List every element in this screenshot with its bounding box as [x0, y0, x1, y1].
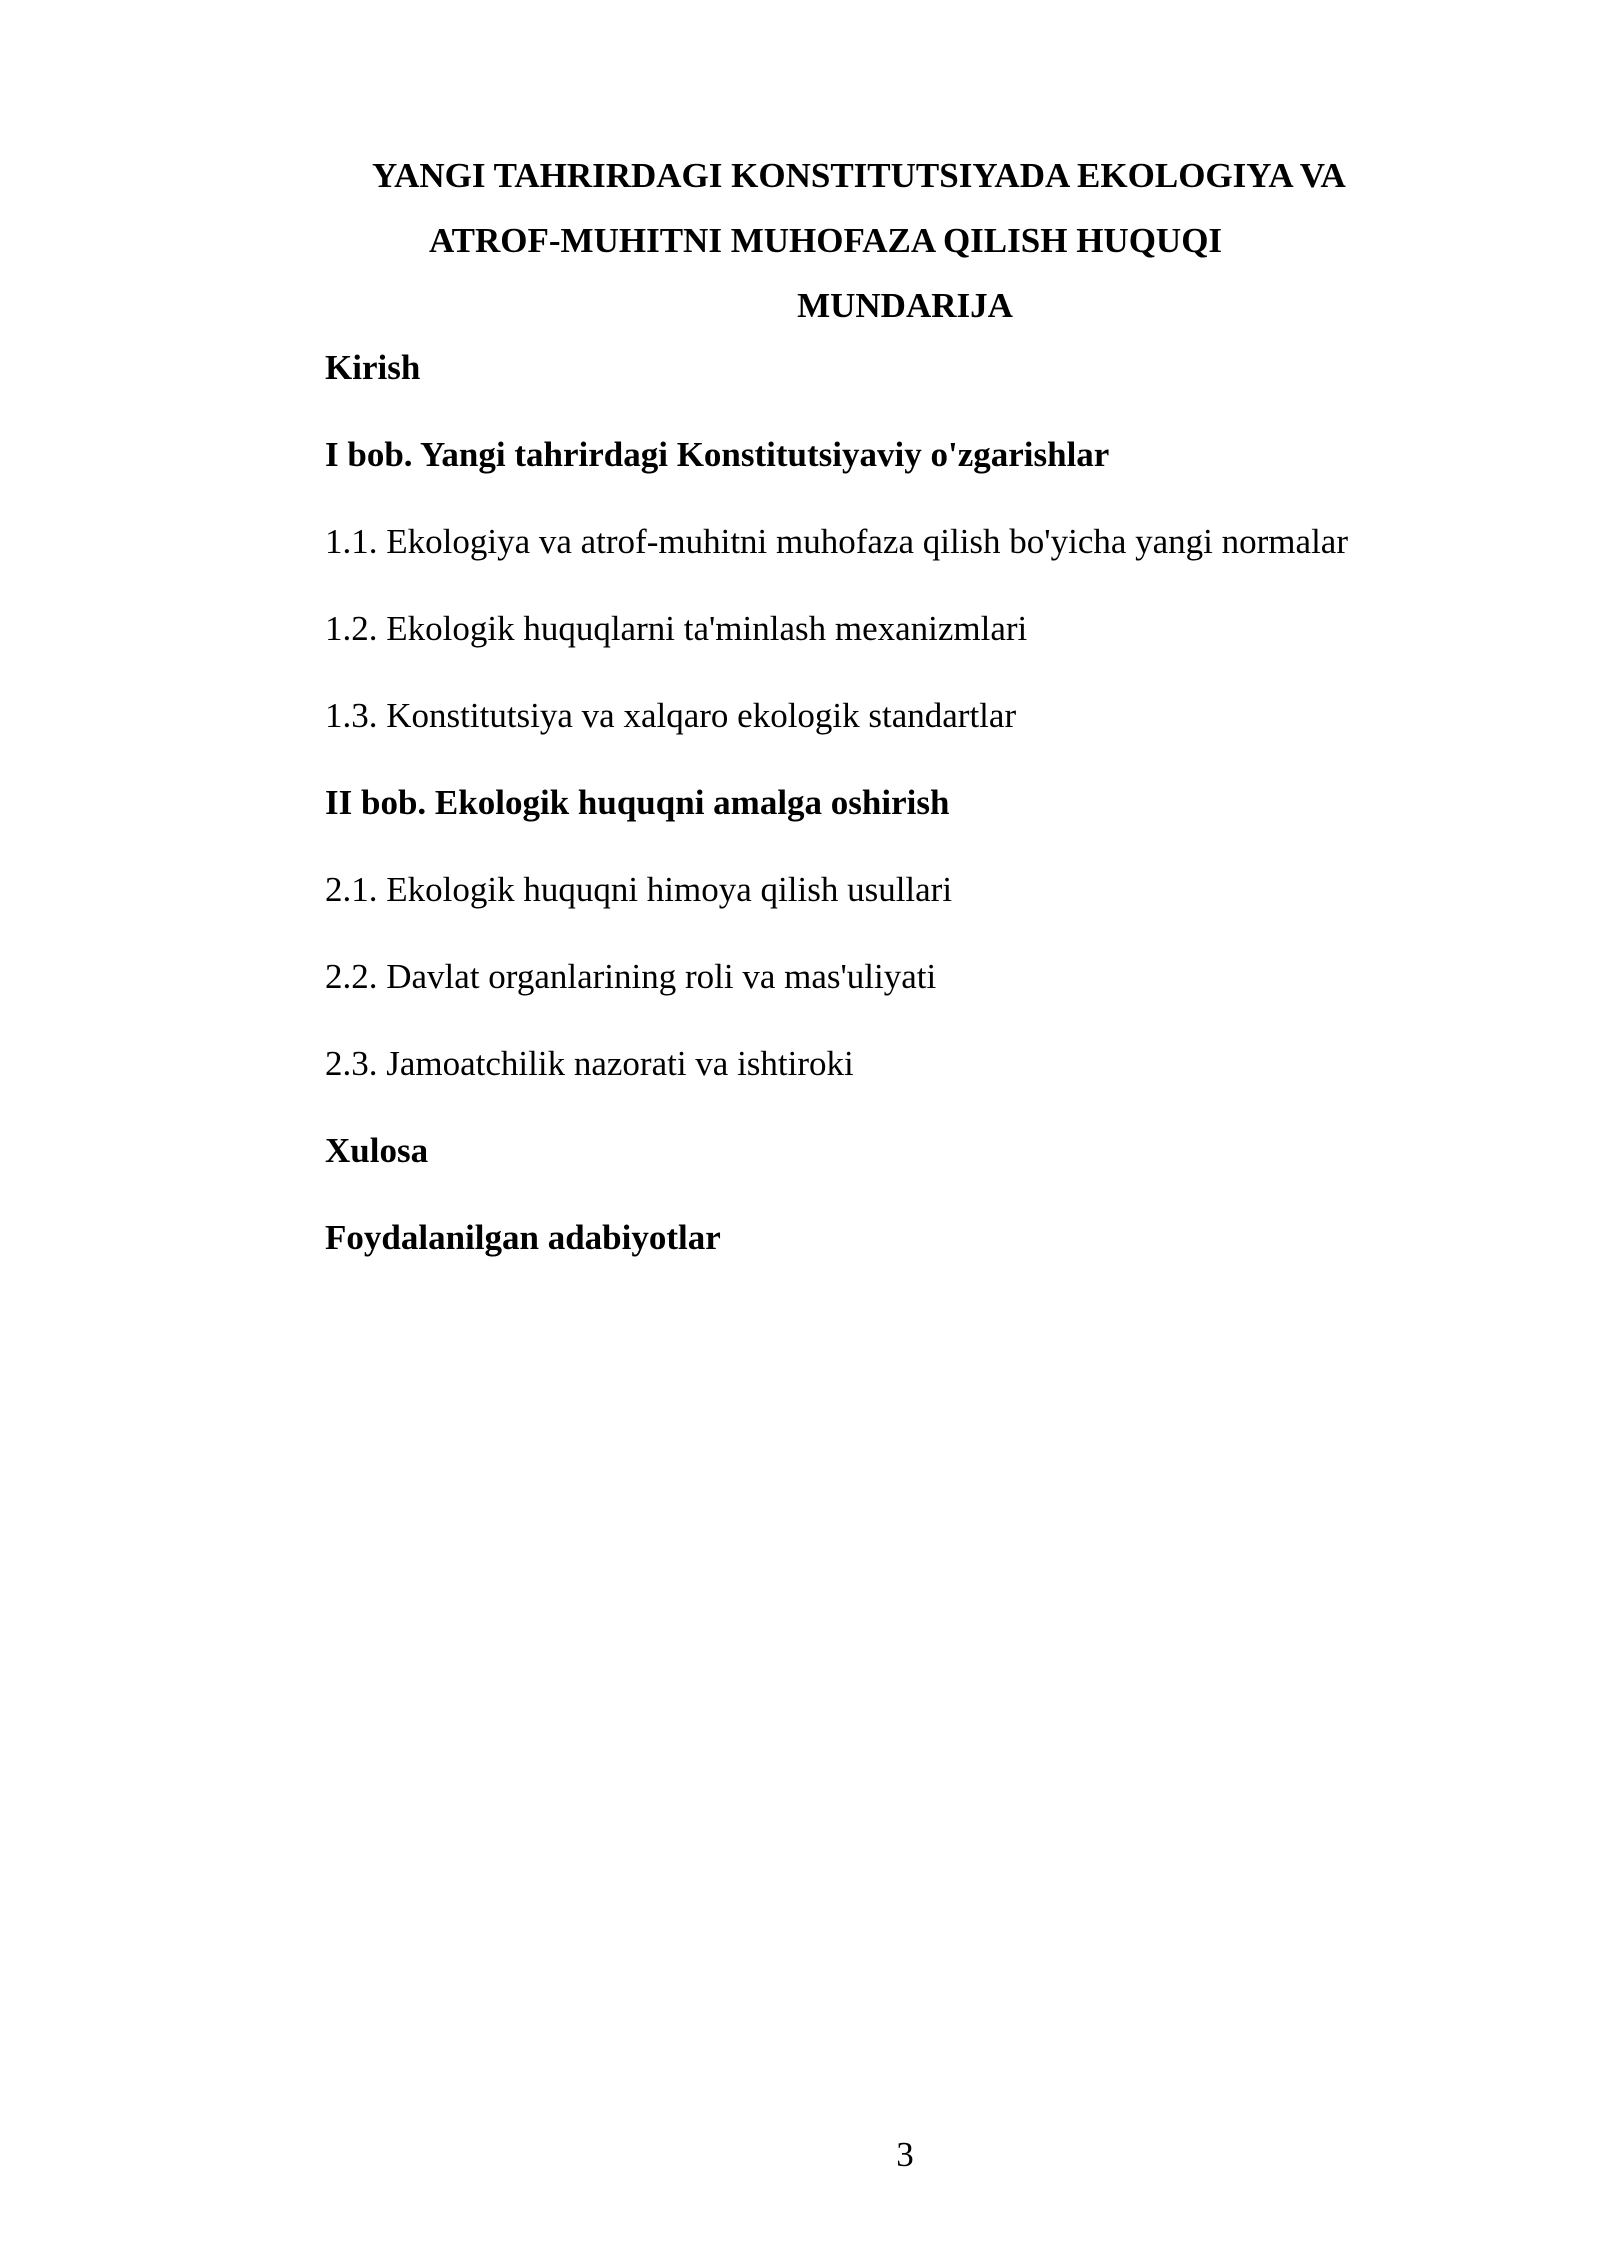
- toc-entry-section-1-1: 1.1. Ekologiya va atrof-muhitni muhofaza qilish bo'yicha yangi normalar: [325, 522, 1348, 561]
- toc-entry-chapter-1: I bob. Yangi tahrirdagi Konstitutsiyaviy o'zgarishlar: [325, 435, 1110, 474]
- toc-entry-section-2-2: 2.2. Davlat organlarining roli va mas'uliyati: [325, 957, 937, 996]
- toc-entry-introduction: Kirish: [325, 348, 421, 387]
- toc-entry-references: Foydalanilgan adabiyotlar: [325, 1218, 721, 1257]
- toc-entry-section-2-3: 2.3. Jamoatchilik nazorati va ishtiroki: [325, 1044, 854, 1083]
- toc-entry-chapter-2: II bob. Ekologik huquqni amalga oshirish: [325, 783, 950, 822]
- document-title-line-2: ATROF-MUHITNI MUHOFAZA QILISH HUQUQI: [429, 221, 1223, 260]
- page-number: 3: [896, 2135, 914, 2174]
- document-title-line-1: YANGI TAHRIRDAGI KONSTITUTSIYADA EKOLOGIYA VA: [372, 156, 1346, 195]
- table-of-contents-heading: MUNDARIJA: [797, 286, 1013, 325]
- toc-entry-section-1-3: 1.3. Konstitutsiya va xalqaro ekologik standartlar: [325, 696, 1017, 735]
- toc-entry-section-1-2: 1.2. Ekologik huquqlarni ta'minlash mexanizmlari: [325, 609, 1028, 648]
- toc-entry-section-2-1: 2.1. Ekologik huquqni himoya qilish usullari: [325, 870, 953, 909]
- toc-entry-conclusion: Xulosa: [325, 1131, 429, 1170]
